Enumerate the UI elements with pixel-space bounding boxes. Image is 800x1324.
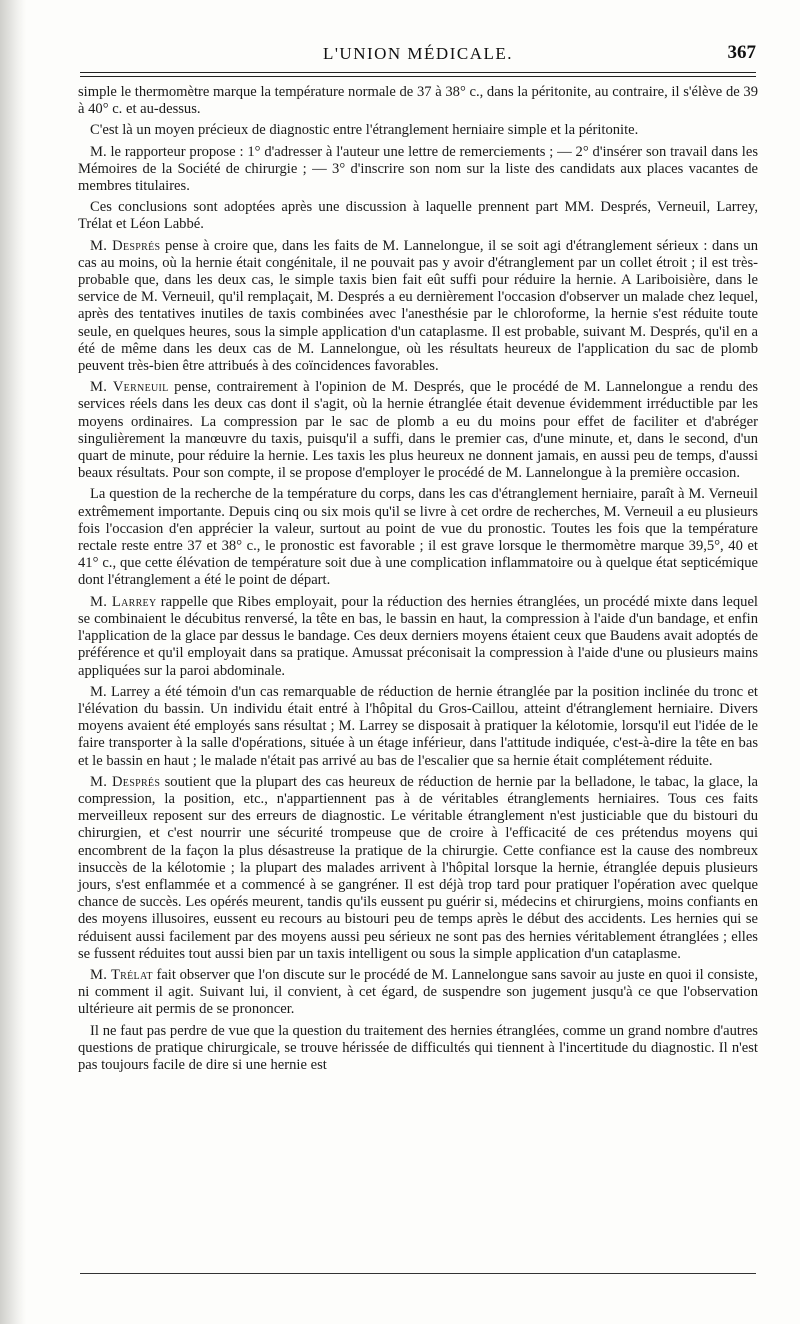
page-number: 367 (727, 42, 756, 63)
body-text (78, 84, 758, 1078)
paragraph: Il ne faut pas perdre de vue que la question du traitement des hernies étranglées, comme un grand nombre d'autres questions de pratique chirurgicale, se trouve hérissée de difficultés qui tiennent à l'incertitude du diagnostic. Il n'est pas toujours facile de dire si une hernie est (78, 1022, 758, 1073)
speaker-name: M. Verneuil (90, 379, 169, 396)
paragraph: simple le thermomètre marque la température normale de 37 à 38° c., dans la péritonite, au contraire, il s'élève de 39 à 40° c. et au-dessus. (78, 84, 758, 118)
header-rule-thin (80, 76, 756, 77)
paragraph: M. Després soutient que la plupart des cas heureux de réduction de hernie par la belladone, le tabac, la glace, la compression, la position, etc., n'appartiennent pas à de véritables étranglements herniaires. Tous ces faits merveilleux reposent sur des erreurs de diagnostic. Le véritable étranglement n'est justiciable que du bistouri du chirurgien, et c'est nourrir une sécurité trompeuse que de croire à l'efficacité de ces prétendus moyens qui encombrent de la façon la plus désastreuse la pratique de la chirurgie. Cette confiance est la cause des nombreux insuccès de la kélotomie ; la plupart des malades arrivent à l'hôpital lorsque la hernie, étranglée depuis plusieurs jours, s'est enflammée et a commencé à se gangréner. Il est déjà trop tard pour pratiquer l'opération avec quelque chance de succès. Les opérés meurent, tandis qu'ils eussent pu guérir si, médecins et chirurgiens, moins confiants en des moyens illusoires, eussent eu recours au bistouri peu de temps après le début des accidents. Les hernies qui se réduisent aussi facilement par des moyens aussi peu sérieux ne sont pas des hernies véritablement étranglées ; elles se fussent réduites tout aussi bien par un taxis intelligent ou sous la simple application d'un cataplasme. (78, 773, 758, 962)
speaker-name: M. Trélat (90, 966, 153, 983)
paragraph: M. Després pense à croire que, dans les faits de M. Lannelongue, il se soit agi d'étranglement sérieux : dans un cas au moins, où la hernie était congénitale, il ne pouvait pas y avoir d'étranglement par un collet étroit ; il est très-probable que, dans les deux cas, le simple taxis bien fait eût suffi pour réduire la hernie. A Lariboisière, dans le service de M. Verneuil, qu'il remplaçait, M. Després a eu dernièrement l'occasion d'observer un malade chez lequel, après des tentatives inutiles de taxis combinées avec l'anesthésie par le chloroforme, la hernie s'est réduite toute seule, en quelques heures, sous la simple application d'un cataplasme. Il est probable, suivant M. Després, qu'il en a été de même dans les deux cas de M. Lannelongue, où les résultats heureux de l'application du sac de plomb peuvent très-bien être attribués à des coïncidences favorables. (78, 237, 758, 375)
speaker-name: M. Després (90, 773, 161, 790)
paragraph: M. Larrey rappelle que Ribes employait, pour la réduction des hernies étranglées, un procédé mixte dans lequel se combinaient le décubitus renversé, la tête en bas, le bassin en haut, la compression à l'aide d'un bandage, et enfin l'application de la glace par dessus le bandage. Ces deux derniers moyens étaient ceux que Baudens avait adoptés de préférence et qu'il employait dans sa pratique. Amussat préconisait la compression à l'aide d'une ou plusieurs mains appliquées sur la paroi abdominale. (78, 593, 758, 679)
paragraph: M. le rapporteur propose : 1° d'adresser à l'auteur une lettre de remerciements ; — 2° d'insérer son travail dans les Mémoires de la Société de chirurgie ; — 3° d'inscrire son nom sur la liste des candidats aux places vacantes de membres titulaires. (78, 143, 758, 195)
running-header (80, 36, 756, 72)
journal-title: L'UNION MÉDICALE. (322, 44, 514, 63)
paragraph: M. Verneuil pense, contrairement à l'opinion de M. Després, que le procédé de M. Lannelongue a rendu des services réels dans les deux cas dont il s'agit, où la hernie étranglée était devenue évidemment irréductible par les moyens ordinaires. La compression par le sac de plomb a eu du moins pour effet de faciliter et d'abréger singulièrement la manœuvre du taxis, puisqu'il a suffi, dans le premier cas, d'une minute, et, dans le second, d'un quart de minute, pour réduire la hernie. Les taxis les plus heureux ne donnent jamais, en aussi peu de temps, d'aussi beaux résultats. Pour son compte, il se propose d'employer le procédé de M. Lannelongue à la première occasion. (78, 379, 758, 482)
paragraph: M. Larrey a été témoin d'un cas remarquable de réduction de hernie étranglée par la position inclinée du tronc et l'élévation du bassin. Un individu était entré à l'hôpital du Gros-Caillou, atteint d'étranglement herniaire. Divers moyens avaient été employés sans résultat ; M. Larrey se disposait à pratiquer la kélotomie, lorsqu'il eut l'idée de le faire transporter à la salle d'opérations, située à un étage inférieur, dans l'attitude indiquée, c'est-à-dire la tête en bas et le bassin en haut ; le malade n'était pas arrivé au bas de l'escalier que sa hernie était complétement réduite. (78, 683, 758, 769)
paragraph: La question de la recherche de la température du corps, dans les cas d'étranglement herniaire, paraît à M. Verneuil extrêmement importante. Depuis cinq ou six mois qu'il se livre à cet ordre de recherches, M. Verneuil a eu plusieurs fois l'occasion d'en apprécier la valeur, surtout au point de vue du pronostic. Toutes les fois que la température rectale reste entre 37 et 38° c., le pronostic est favorable ; il est grave lorsque le thermomètre marque 39,5°, 40 et 41° c., que cette élévation de température soit due à une complication inflammatoire ou à quelque état septicémique dont l'étranglement a été le point de départ. (78, 486, 758, 589)
header-rule (80, 72, 756, 73)
paragraph: Ces conclusions sont adoptées après une discussion à laquelle prennent part MM. Després, Verneuil, Larrey, Trélat et Léon Labbé. (78, 199, 758, 233)
page-binding-shadow (0, 0, 26, 1324)
speaker-name: M. Després (90, 237, 161, 254)
paragraph: M. Trélat fait observer que l'on discute sur le procédé de M. Lannelongue sans savoir au juste en quoi il consiste, ni comment il agit. Suivant lui, il convient, à cet égard, de suspendre son jugement jusqu'à ce que l'observation ultérieure ait permis de se prononcer. (78, 966, 758, 1018)
paragraph: C'est là un moyen précieux de diagnostic entre l'étranglement herniaire simple et la péritonite. (90, 122, 639, 139)
footer-rule (80, 1273, 756, 1274)
speaker-name: M. Larrey (90, 593, 157, 610)
